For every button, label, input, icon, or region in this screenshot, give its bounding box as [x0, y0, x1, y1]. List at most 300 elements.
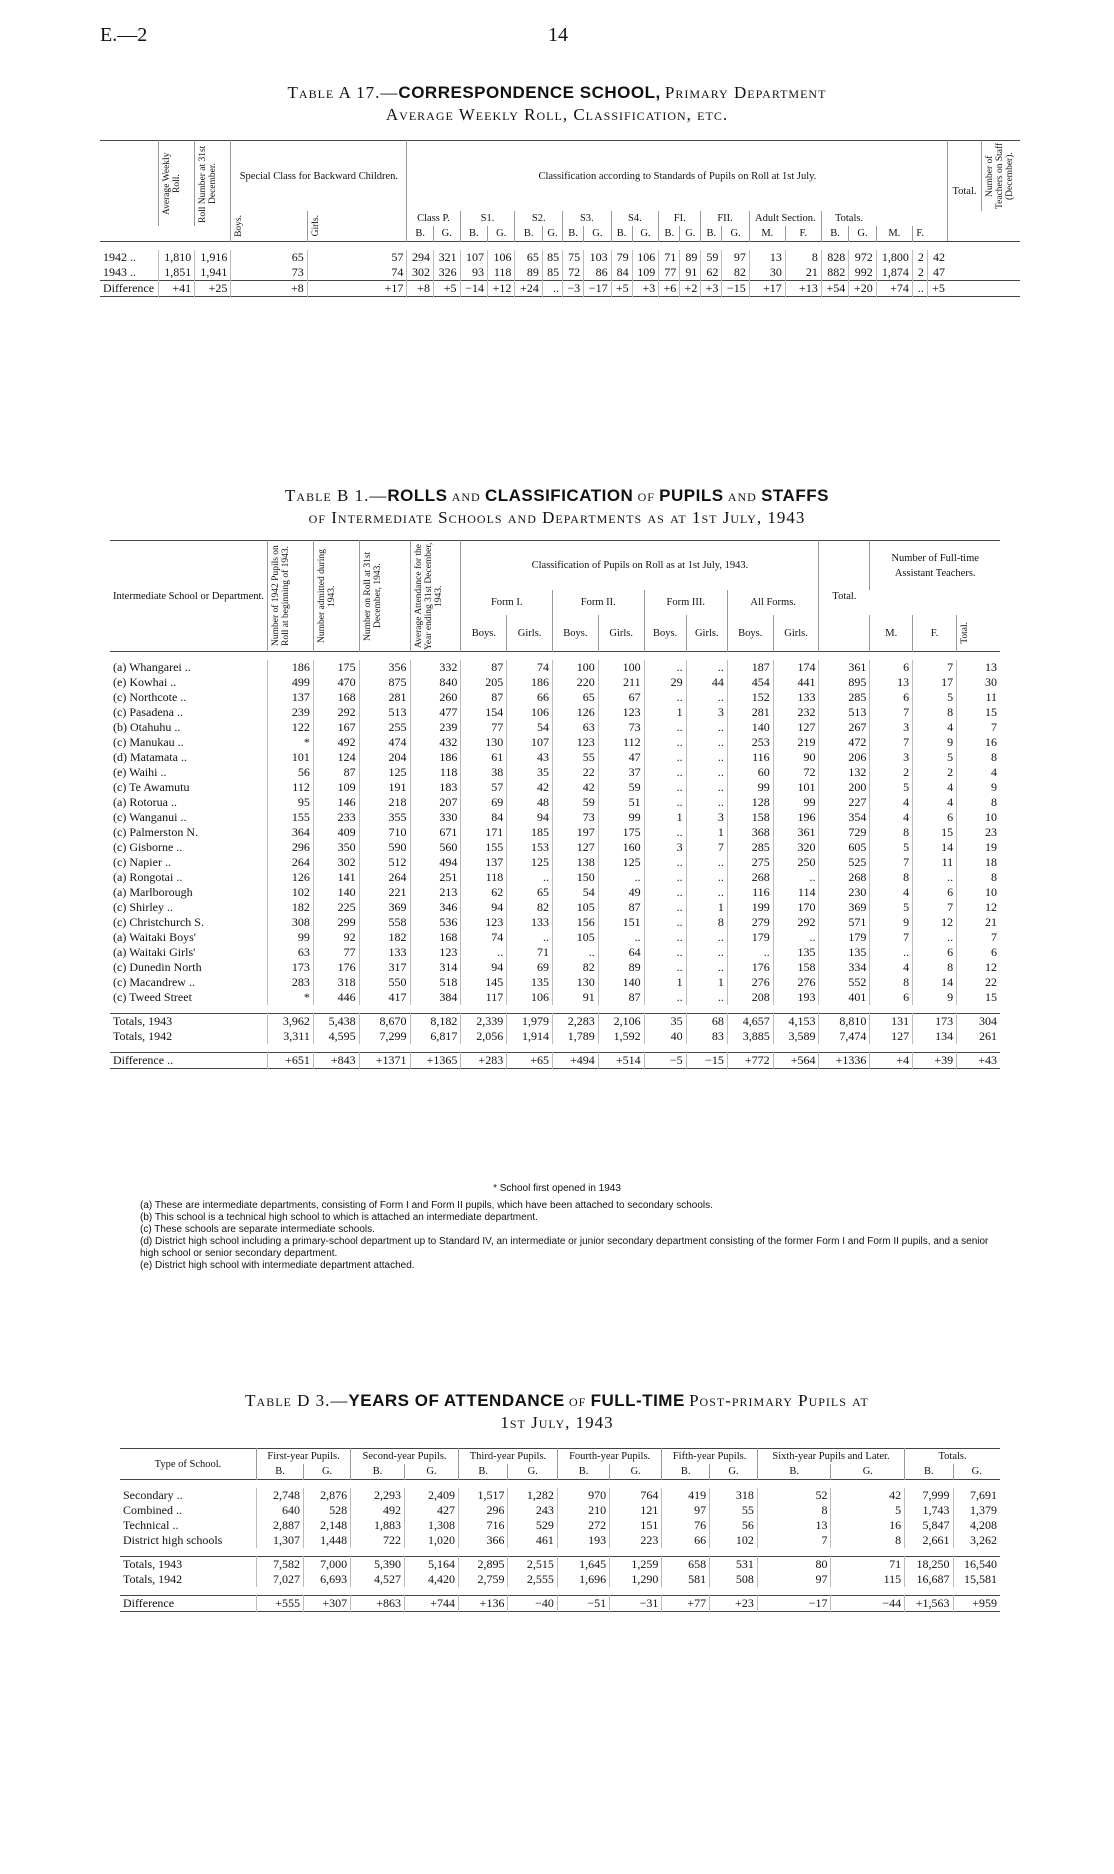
table-cell: 419 [662, 1488, 710, 1503]
table-cell: 106 [488, 250, 515, 265]
table-cell: 1,592 [598, 1029, 644, 1044]
table-cell: 1,914 [507, 1029, 553, 1044]
table-row [110, 900, 1000, 915]
table-cell: .. [686, 690, 727, 705]
table-cell: 135 [819, 945, 870, 960]
table-cell: +772 [727, 1053, 773, 1069]
table-cell: 175 [598, 825, 644, 840]
table-cell: +564 [773, 1053, 819, 1069]
table-cell: .. [644, 960, 686, 975]
table-cell: 4,595 [313, 1029, 359, 1044]
table-cell: 318 [313, 975, 359, 990]
table-cell: 133 [773, 690, 819, 705]
table-cell: 196 [773, 810, 819, 825]
table-cell: 137 [268, 690, 314, 705]
table-cell: 2 [912, 265, 927, 281]
table-cell: +20 [849, 281, 876, 297]
row-label: Totals, 1943 [113, 1014, 173, 1028]
row-label: (d) Matamata .. [113, 750, 187, 764]
table-cell: 47 [598, 750, 644, 765]
table-cell: .. [686, 660, 727, 675]
table-cell: 1,379 [953, 1503, 1000, 1518]
table-cell: 272 [557, 1518, 609, 1533]
table-cell: 283 [268, 975, 314, 990]
table-row [110, 660, 1000, 675]
footnote: (c) These schools are separate intermediate schools. [140, 1224, 375, 1235]
table-cell: 183 [410, 780, 461, 795]
table-cell: 51 [598, 795, 644, 810]
table-cell: 22 [957, 975, 1000, 990]
row-label: (c) Shirley .. [113, 900, 173, 914]
row-label: (c) Tweed Street [113, 990, 192, 1004]
table-cell: 1,259 [610, 1557, 662, 1573]
table-cell: +43 [957, 1053, 1000, 1069]
table-cell: 18 [957, 855, 1000, 870]
table-row [110, 930, 1000, 945]
table-cell: −3 [563, 281, 584, 297]
table-cell: 21 [957, 915, 1000, 930]
table-cell: 285 [819, 690, 870, 705]
row-label: Secondary .. [123, 1488, 183, 1502]
table-cell: 525 [819, 855, 870, 870]
table-cell: +25 [195, 281, 231, 297]
table-cell: 151 [610, 1518, 662, 1533]
table-cell: 4 [957, 765, 1000, 780]
table-cell: +41 [159, 281, 195, 297]
table-cell: 729 [819, 825, 870, 840]
table-cell: 87 [598, 900, 644, 915]
table-cell: 1 [686, 900, 727, 915]
table-cell: 7 [870, 930, 913, 945]
table-cell: 446 [313, 990, 359, 1005]
table-cell: −15 [686, 1053, 727, 1069]
table-cell: 85 [542, 250, 562, 265]
table-cell: 6 [870, 690, 913, 705]
table-cell: −17 [757, 1596, 831, 1612]
table-cell: 43 [507, 750, 553, 765]
table-cell: 213 [410, 885, 461, 900]
table-cell: 22 [553, 765, 599, 780]
table-cell: 1,308 [405, 1518, 459, 1533]
table-cell: 52 [757, 1488, 831, 1503]
table-cell: 150 [553, 870, 599, 885]
table-cell: 4 [913, 795, 957, 810]
table-cell: 8 [757, 1503, 831, 1518]
table-cell: 102 [710, 1533, 758, 1548]
table-cell: 361 [773, 825, 819, 840]
table-row [120, 1503, 1000, 1518]
table-cell: 710 [359, 825, 410, 840]
table-cell: 3 [870, 750, 913, 765]
table-cell: 882 [821, 265, 848, 281]
table-cell: 472 [819, 735, 870, 750]
table-cell: 140 [598, 975, 644, 990]
table-cell: 205 [461, 675, 507, 690]
table-cell: 82 [507, 900, 553, 915]
table-cell: 73 [231, 265, 307, 281]
table-cell: 18,250 [905, 1557, 953, 1573]
table-cell: 1,743 [905, 1503, 953, 1518]
table-cell: 133 [507, 915, 553, 930]
table-cell: 264 [268, 855, 314, 870]
table-cell: 4,208 [953, 1518, 1000, 1533]
table-row [110, 765, 1000, 780]
table-cell: 156 [553, 915, 599, 930]
row-label: (c) Macandrew .. [113, 975, 195, 989]
table-cell: 15 [957, 990, 1000, 1005]
table-cell: 76 [662, 1518, 710, 1533]
table-cell: 71 [507, 945, 553, 960]
table-cell: .. [644, 750, 686, 765]
table-cell: 155 [461, 840, 507, 855]
table-cell: 87 [313, 765, 359, 780]
table-cell: 84 [461, 810, 507, 825]
table-cell: 2,056 [461, 1029, 507, 1044]
table-cell: 160 [598, 840, 644, 855]
table-cell: +23 [710, 1596, 758, 1612]
table-cell: 38 [461, 765, 507, 780]
table-cell: 100 [598, 660, 644, 675]
table-cell: 182 [359, 930, 410, 945]
footnote: (d) District high school including a primary-school department up to Standard IV, an intermediate or junior secondary department consisting of the former Form I and Form II pupils, and a senior high school or senior secondary department. [140, 1236, 989, 1259]
table-cell: 9 [913, 990, 957, 1005]
table-row [110, 855, 1000, 870]
table-cell: 23 [957, 825, 1000, 840]
table-cell: 5,438 [313, 1014, 359, 1030]
table-cell: 186 [507, 675, 553, 690]
table-cell: 146 [313, 795, 359, 810]
table-cell: 74 [307, 265, 407, 281]
table-cell: 232 [773, 705, 819, 720]
table-cell: 128 [727, 795, 773, 810]
table-cell: 243 [508, 1503, 557, 1518]
table-row [110, 690, 1000, 705]
table-cell: 94 [461, 900, 507, 915]
table-cell: 187 [727, 660, 773, 675]
footnote: (b) This school is a technical high school to which is attached an intermediate department. [140, 1212, 538, 1223]
table-cell: .. [686, 780, 727, 795]
table-cell: 8 [957, 870, 1000, 885]
table-cell: 82 [722, 265, 749, 281]
table-cell: −17 [584, 281, 611, 297]
table-cell: +65 [507, 1053, 553, 1069]
table-cell: 37 [598, 765, 644, 780]
table-cell: 8,810 [819, 1014, 870, 1030]
table-cell: 7,582 [257, 1557, 304, 1573]
table-cell: 1,979 [507, 1014, 553, 1030]
table-cell: 296 [268, 840, 314, 855]
table-cell: 2,555 [508, 1572, 557, 1587]
table-cell: 4,420 [405, 1572, 459, 1587]
table-cell: −40 [508, 1596, 557, 1612]
table-cell: 304 [957, 1014, 1000, 1030]
table-cell: * [268, 990, 314, 1005]
table-cell: 529 [508, 1518, 557, 1533]
table-cell: 1,789 [553, 1029, 599, 1044]
table-cell: 369 [359, 900, 410, 915]
table-cell: 239 [410, 720, 461, 735]
table-cell: 15,581 [953, 1572, 1000, 1587]
table-cell: 268 [727, 870, 773, 885]
table-cell: 8 [957, 750, 1000, 765]
table-cell: 6,693 [304, 1572, 351, 1587]
table-cell: 4,153 [773, 1014, 819, 1030]
row-label: 1943 .. [103, 265, 136, 279]
table-cell: 55 [710, 1503, 758, 1518]
table-cell: 72 [773, 765, 819, 780]
row-label: (c) Manukau .. [113, 735, 184, 749]
table-cell: 364 [268, 825, 314, 840]
table-cell: 308 [268, 915, 314, 930]
table-cell: 109 [313, 780, 359, 795]
table-cell: 13 [957, 660, 1000, 675]
table-cell: 138 [553, 855, 599, 870]
table-cell: 127 [870, 1029, 913, 1044]
table-cell: +5 [927, 281, 948, 297]
table-cell: 8 [957, 795, 1000, 810]
table-cell: 14 [913, 975, 957, 990]
table-cell: 103 [584, 250, 611, 265]
table-cell: 206 [819, 750, 870, 765]
table-cell: 72 [563, 265, 584, 281]
table-cell: 531 [710, 1557, 758, 1573]
table-cell: 4 [870, 885, 913, 900]
totals-row-1943 [110, 1014, 1000, 1030]
table-cell: 5 [913, 690, 957, 705]
table-cell: 116 [727, 885, 773, 900]
table-row [110, 810, 1000, 825]
table-cell: 2,895 [459, 1557, 508, 1573]
table-cell: +5 [611, 281, 632, 297]
table-cell: 5,390 [351, 1557, 405, 1573]
table-cell: 62 [461, 885, 507, 900]
table-cell: 54 [507, 720, 553, 735]
table-cell: 175 [313, 660, 359, 675]
table-cell: 122 [268, 720, 314, 735]
table-cell: 77 [313, 945, 359, 960]
table-cell: 105 [553, 930, 599, 945]
table-cell: .. [686, 750, 727, 765]
table-cell: 99 [773, 795, 819, 810]
table-cell: 12 [913, 915, 957, 930]
table-cell: 294 [407, 250, 434, 265]
table-cell: * [268, 735, 314, 750]
table-cell: 230 [819, 885, 870, 900]
table-cell: 191 [359, 780, 410, 795]
table-cell: 13 [757, 1518, 831, 1533]
table-cell: 19 [957, 840, 1000, 855]
table-cell: 326 [433, 265, 460, 281]
table-cell: +39 [913, 1053, 957, 1069]
table-cell: .. [912, 281, 927, 297]
table-cell: 16,687 [905, 1572, 953, 1587]
row-label: (c) Northcote .. [113, 690, 187, 704]
table-cell: +514 [598, 1053, 644, 1069]
table-cell: 2,293 [351, 1488, 405, 1503]
table-row [110, 915, 1000, 930]
table-cell: +136 [459, 1596, 508, 1612]
table-cell: 350 [313, 840, 359, 855]
table-cell: 1,851 [159, 265, 195, 281]
table-cell: 11 [957, 690, 1000, 705]
table-cell: +5 [433, 281, 460, 297]
table-cell: 255 [359, 720, 410, 735]
table-cell: 1,874 [876, 265, 912, 281]
table-cell: 200 [819, 780, 870, 795]
table-cell: 86 [584, 265, 611, 281]
table-cell: 80 [757, 1557, 831, 1573]
table-cell: −5 [644, 1053, 686, 1069]
table-cell: 64 [598, 945, 644, 960]
table-cell: 168 [313, 690, 359, 705]
table-cell: 89 [598, 960, 644, 975]
table-cell: 133 [359, 945, 410, 960]
table-cell: 321 [433, 250, 460, 265]
table-cell: 1,290 [610, 1572, 662, 1587]
table-cell: .. [686, 885, 727, 900]
table-cell: 8 [686, 915, 727, 930]
table-cell: 499 [268, 675, 314, 690]
table-cell: 828 [821, 250, 848, 265]
table-cell: 124 [313, 750, 359, 765]
table-cell: .. [542, 281, 562, 297]
table-cell: 2 [913, 765, 957, 780]
table-cell: .. [644, 885, 686, 900]
table-cell: 101 [268, 750, 314, 765]
table-cell: 8,182 [410, 1014, 461, 1030]
row-label: Combined .. [123, 1503, 182, 1517]
table-cell: 83 [686, 1029, 727, 1044]
table-cell: 13 [749, 250, 785, 265]
table-cell: 239 [268, 705, 314, 720]
table-cell: +283 [461, 1053, 507, 1069]
table-cell: 9 [870, 915, 913, 930]
table-cell: 42 [507, 780, 553, 795]
table-cell: 97 [662, 1503, 710, 1518]
table-cell: 536 [410, 915, 461, 930]
table-cell: 2,409 [405, 1488, 459, 1503]
table-cell: 302 [407, 265, 434, 281]
table-cell: +77 [662, 1596, 710, 1612]
table-cell: 253 [727, 735, 773, 750]
table-cell: .. [644, 825, 686, 840]
table-cell: 1 [644, 705, 686, 720]
table-cell: 99 [268, 930, 314, 945]
table-cell: .. [686, 735, 727, 750]
table-cell: 1,696 [557, 1572, 609, 1587]
table-cell: 126 [268, 870, 314, 885]
table-cell: 137 [461, 855, 507, 870]
table-cell: 118 [488, 265, 515, 281]
table-cell: 2,283 [553, 1014, 599, 1030]
table-cell: 302 [313, 855, 359, 870]
table-cell: 427 [405, 1503, 459, 1518]
table-cell: 118 [461, 870, 507, 885]
table-cell: 2,106 [598, 1014, 644, 1030]
table-cell: 417 [359, 990, 410, 1005]
table-cell: 299 [313, 915, 359, 930]
table-cell: .. [686, 930, 727, 945]
totals-row-1943 [120, 1557, 1000, 1573]
table-cell: 571 [819, 915, 870, 930]
footnote: (a) These are intermediate departments, consisting of Form I and Form II pupils, which have been attached to secondary schools. [140, 1200, 713, 1211]
table-cell: 56 [268, 765, 314, 780]
table-cell: 168 [410, 930, 461, 945]
table-cell: 74 [461, 930, 507, 945]
table-cell: 42 [927, 250, 948, 265]
table-cell: 4,527 [351, 1572, 405, 1587]
row-label: (c) Napier .. [113, 855, 171, 869]
table-cell: 10 [957, 885, 1000, 900]
table-cell: .. [913, 930, 957, 945]
table-cell: 508 [710, 1572, 758, 1587]
table-cell: −51 [557, 1596, 609, 1612]
table-cell: 71 [659, 250, 680, 265]
table-cell: 4 [913, 780, 957, 795]
table-cell: 63 [553, 720, 599, 735]
table-cell: +54 [821, 281, 848, 297]
table-cell: 91 [680, 265, 701, 281]
table-cell: 3,311 [268, 1029, 314, 1044]
table-cell: 117 [461, 990, 507, 1005]
table-cell: 44 [686, 675, 727, 690]
table-a-title: Table A 17.—CORRESPONDENCE SCHOOL, Primary Department Average Weekly Roll, Classification, etc. [287, 83, 827, 124]
table-cell: .. [686, 960, 727, 975]
table-cell: 179 [819, 930, 870, 945]
table-cell: 671 [410, 825, 461, 840]
table-cell: 528 [304, 1503, 351, 1518]
table-cell: 158 [727, 810, 773, 825]
table-cell: 384 [410, 990, 461, 1005]
table-cell: 153 [507, 840, 553, 855]
table-cell: 92 [313, 930, 359, 945]
table-cell: .. [727, 945, 773, 960]
table-cell: 369 [819, 900, 870, 915]
table-cell: 151 [598, 915, 644, 930]
table-cell: 5 [913, 750, 957, 765]
table-cell: −15 [722, 281, 749, 297]
row-label: (c) Te Awamutu [113, 780, 190, 794]
table-cell: .. [553, 945, 599, 960]
table-cell: 105 [553, 900, 599, 915]
table-cell: 513 [359, 705, 410, 720]
table-cell: −14 [460, 281, 487, 297]
table-cell: 281 [359, 690, 410, 705]
table-cell: 2,887 [257, 1518, 304, 1533]
table-cell: .. [686, 765, 727, 780]
table-cell: 218 [359, 795, 410, 810]
table-cell: 401 [819, 990, 870, 1005]
table-cell: +74 [876, 281, 912, 297]
table-cell: +843 [313, 1053, 359, 1069]
difference-row [120, 1596, 1000, 1612]
row-label: Totals, 1942 [123, 1572, 183, 1586]
table-cell: +494 [553, 1053, 599, 1069]
row-label: (c) Wanganui .. [113, 810, 187, 824]
table-row [110, 990, 1000, 1005]
table-cell: .. [870, 945, 913, 960]
table-cell: 82 [553, 960, 599, 975]
table-cell: 6 [913, 885, 957, 900]
table-cell: 330 [410, 810, 461, 825]
table-cell: +1336 [819, 1053, 870, 1069]
table-cell: 5 [870, 780, 913, 795]
table-cell: 112 [598, 735, 644, 750]
table-cell: 15 [913, 825, 957, 840]
table-row [110, 870, 1000, 885]
table-cell: 17 [913, 675, 957, 690]
table-cell: 87 [598, 990, 644, 1005]
